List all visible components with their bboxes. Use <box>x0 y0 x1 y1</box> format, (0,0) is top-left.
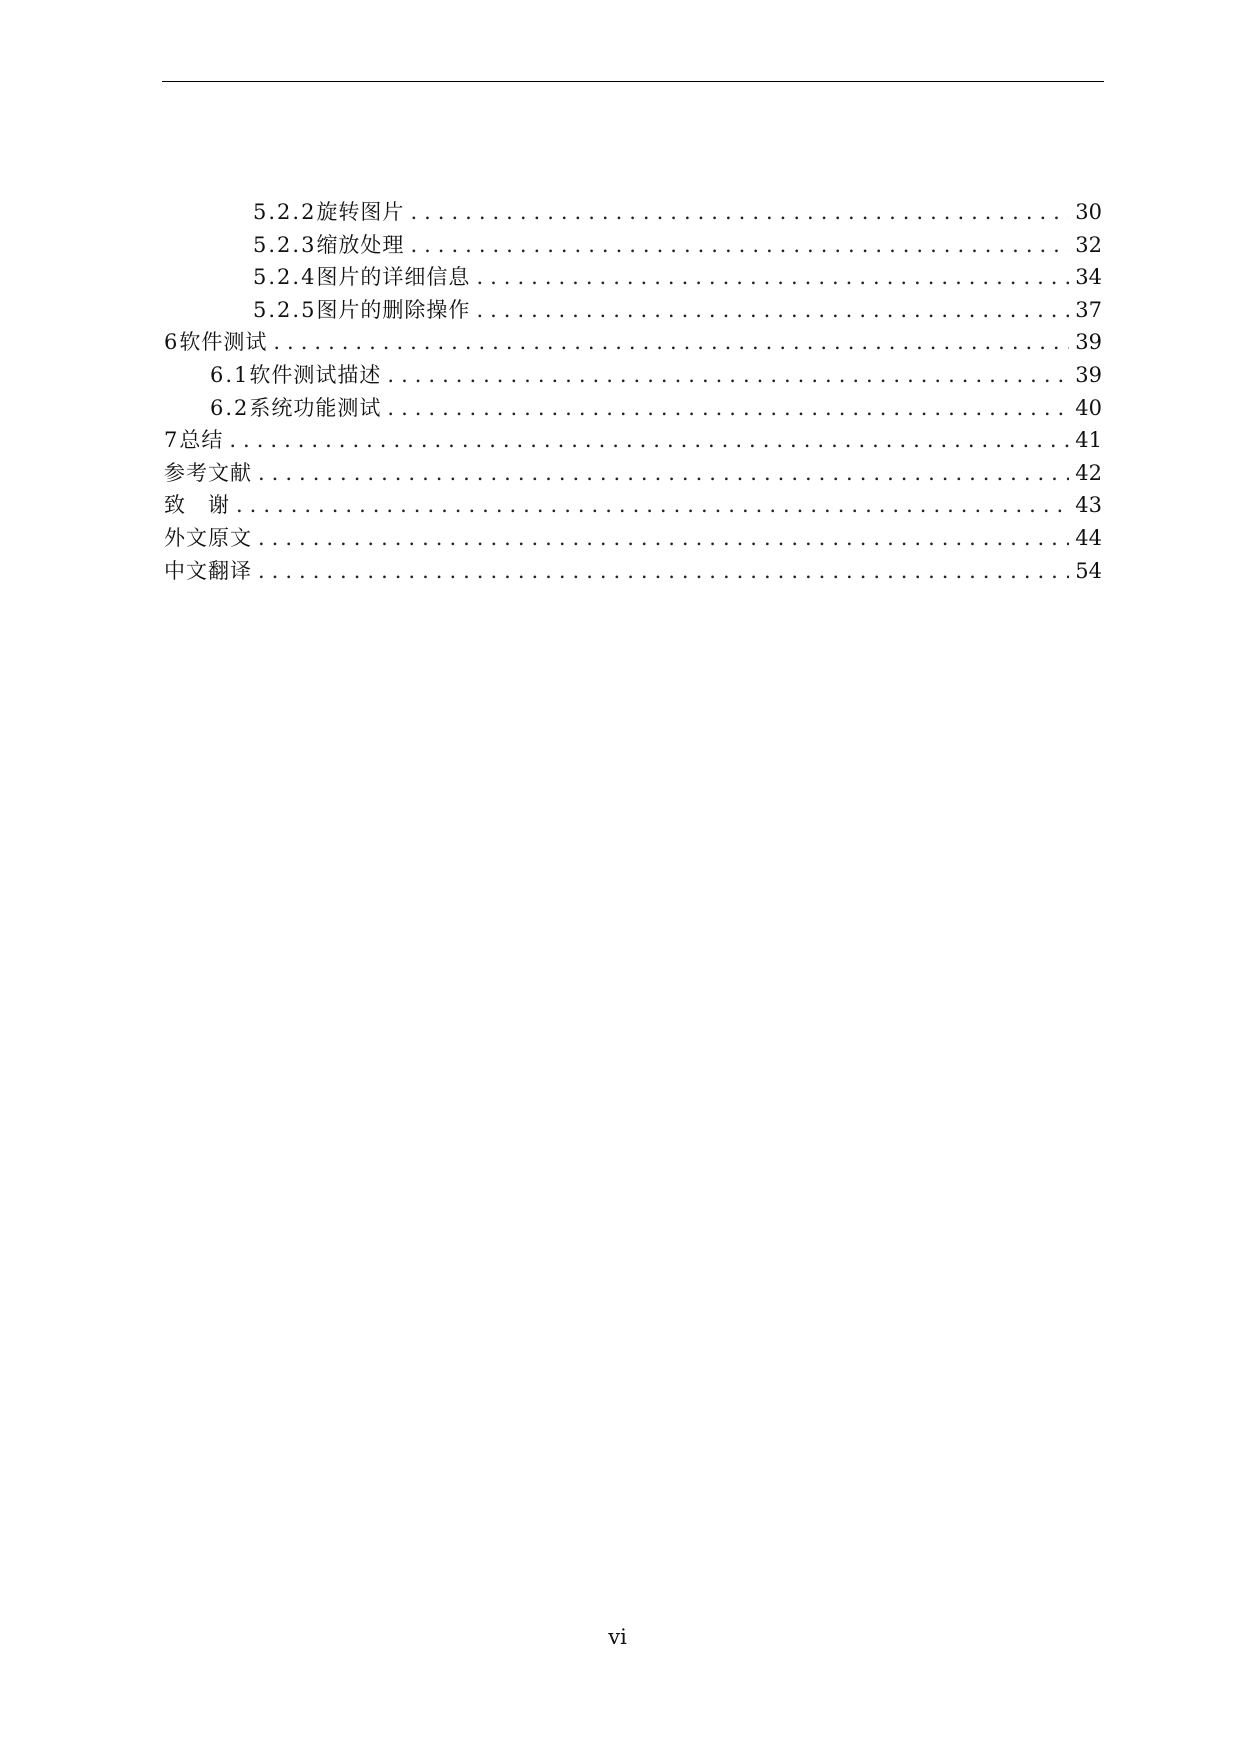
toc-dot-leader <box>387 392 1069 425</box>
toc-dot-leader <box>273 326 1069 359</box>
toc-entry-page: 39 <box>1075 330 1102 355</box>
toc-entry-title: 中文翻译 <box>164 558 252 583</box>
toc-dot-leader <box>258 555 1069 588</box>
toc-dot-leader <box>387 359 1069 392</box>
toc-entry-title: 缩放处理 <box>316 232 405 257</box>
toc-dot-leader <box>476 261 1069 294</box>
toc-entry-number: 5.2.4 <box>253 265 317 290</box>
toc-entry-number: 6.1 <box>210 362 250 387</box>
toc-entry-title: 总结 <box>179 428 224 453</box>
toc-entry[interactable] <box>164 392 1102 425</box>
table-of-contents <box>164 196 1102 587</box>
toc-entry[interactable] <box>164 424 1102 457</box>
toc-entry-title: 外文原文 <box>164 525 252 550</box>
toc-entry-page: 42 <box>1075 460 1102 485</box>
toc-dot-leader <box>410 196 1069 229</box>
toc-dot-leader <box>229 424 1069 457</box>
toc-entry-title: 软件测试描述 <box>249 362 382 387</box>
toc-entry-number: 5.2.3 <box>253 232 317 257</box>
toc-entry-page: 44 <box>1075 525 1102 550</box>
toc-entry-page: 41 <box>1075 428 1102 453</box>
toc-entry-title: 软件测试 <box>179 330 268 355</box>
toc-entry-number: 7 <box>164 428 180 453</box>
toc-entry-title: 图片的删除操作 <box>316 297 471 322</box>
toc-dot-leader <box>410 229 1069 262</box>
toc-entry-page: 32 <box>1075 232 1102 257</box>
toc-entry[interactable] <box>164 294 1102 327</box>
toc-entry-page: 34 <box>1075 265 1102 290</box>
toc-entry-page: 37 <box>1075 297 1102 322</box>
toc-dot-leader <box>258 522 1069 555</box>
toc-entry-page: 30 <box>1075 200 1102 224</box>
toc-entry-title: 旋转图片 <box>316 200 405 224</box>
toc-entry-number: 6.2 <box>210 395 250 420</box>
toc-entry-title: 参考文献 <box>164 460 252 485</box>
header-rule <box>162 81 1104 82</box>
toc-entry[interactable] <box>164 522 1102 555</box>
toc-entry-number: 6 <box>164 330 180 355</box>
toc-entry[interactable] <box>164 359 1102 392</box>
toc-entry-title: 系统功能测试 <box>249 395 382 420</box>
toc-entry-number: 5.2.2 <box>253 200 317 224</box>
page-number: vi <box>608 1625 627 1649</box>
toc-entry[interactable] <box>164 196 1102 229</box>
toc-entry[interactable] <box>164 555 1102 588</box>
toc-entry-page: 40 <box>1075 395 1102 420</box>
toc-entry[interactable] <box>164 261 1102 294</box>
toc-entry-page: 54 <box>1075 558 1102 583</box>
toc-entry-page: 39 <box>1075 362 1102 387</box>
toc-dot-leader <box>476 294 1069 327</box>
toc-entry[interactable] <box>164 229 1102 262</box>
toc-dot-leader <box>236 489 1069 522</box>
toc-entry[interactable] <box>164 326 1102 359</box>
toc-entry-title: 致 谢 <box>164 493 230 518</box>
toc-entry-number: 5.2.5 <box>253 297 317 322</box>
toc-entry[interactable] <box>164 489 1102 522</box>
toc-entry-page: 43 <box>1075 493 1102 518</box>
toc-entry-title: 图片的详细信息 <box>316 265 471 290</box>
toc-dot-leader <box>258 457 1069 490</box>
toc-entry[interactable] <box>164 457 1102 490</box>
